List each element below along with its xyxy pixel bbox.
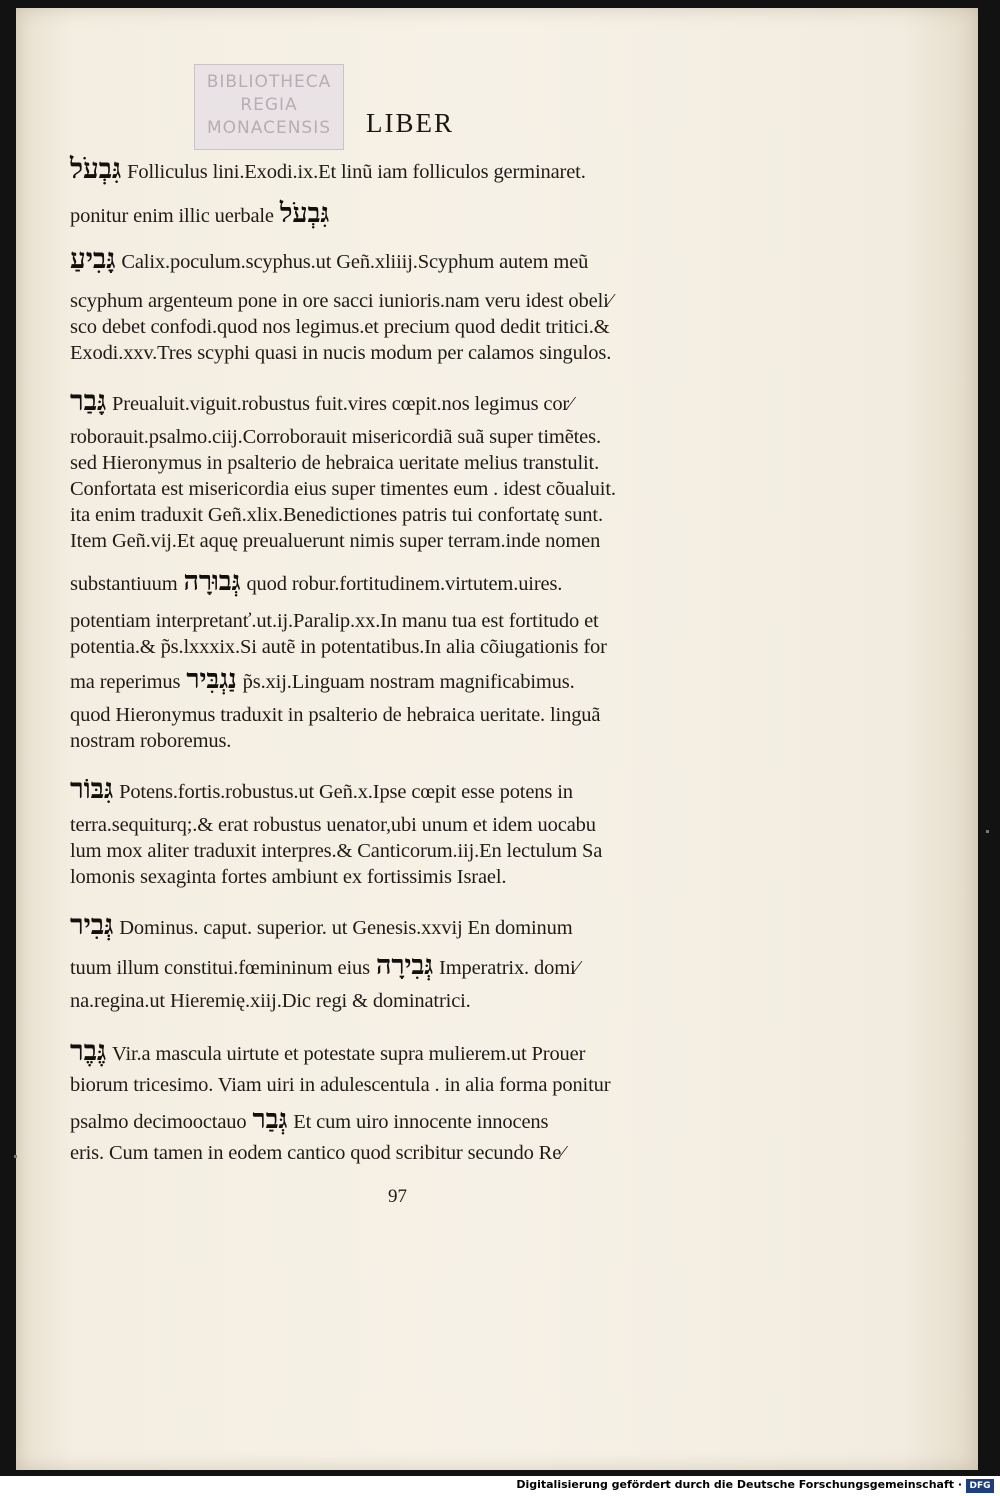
text-line xyxy=(70,1142,564,1165)
latin-text: ita enim traduxit Geñ.xlix.Benedictiones patris tui confortatę sunt. xyxy=(70,504,603,526)
text-line xyxy=(70,1104,548,1135)
text-line xyxy=(70,530,600,553)
text-line xyxy=(70,566,562,597)
page-number: 97 xyxy=(388,1186,407,1207)
latin-text: roborauit.psalmo.ciij.Corroborauit misericordiã suã super timẽtes. xyxy=(70,426,601,448)
hebrew-headword: גְּבִיר xyxy=(70,908,114,941)
latin-text: terra.sequiturq;.& erat robustus uenator,ubi unum et idem uocabu xyxy=(70,814,596,836)
text-line xyxy=(70,990,471,1013)
text-line xyxy=(70,504,603,527)
text-line xyxy=(70,840,602,863)
text-line xyxy=(70,704,600,727)
library-stamp xyxy=(194,64,344,150)
latin-text: Potens.fortis.robustus.ut Geñ.x.Ipse cœpit esse potens in xyxy=(119,781,573,803)
latin-text: sco debet confodi.quod nos legimus.et precium quod dedit tritici.& xyxy=(70,316,610,338)
latin-text: p̃s.xij.Linguam nostram magnificabimus. xyxy=(242,671,575,693)
hebrew-inline-word: גְּבִירָה xyxy=(375,950,434,981)
hebrew-headword: גָּבַר xyxy=(70,384,107,417)
latin-text: Vir.a mascula uirtute et potestate supra mulierem.ut Prouer xyxy=(112,1043,586,1065)
latin-text: Preualuit.viguit.robustus fuit.vires cœpit.nos legimus cor⁄ xyxy=(112,393,573,415)
latin-text: Calix.poculum.scyphus.ut Geñ.xliiij.Scyphum autem meũ xyxy=(121,251,589,273)
latin-text: sed Hieronymus in psalterio de hebraica ueritate melius transtulit. xyxy=(70,452,600,474)
hebrew-headword: גֶּבֶר xyxy=(70,1034,107,1067)
latin-text: potentia.& p̃s.lxxxix.Si autẽ in potentatibus.In alia cõiugationis for xyxy=(70,636,607,658)
latin-text: na.regina.ut Hieremię.xiij.Dic regi & dominatrici. xyxy=(70,990,471,1012)
scan-speck xyxy=(14,1155,17,1158)
latin-text: ponitur enim illic uerbale xyxy=(70,205,274,227)
latin-text: Folliculus lini.Exodi.ix.Et linũ iam folliculos germinaret. xyxy=(127,161,586,183)
latin-text: tuum illum constitui.fœmininum eius xyxy=(70,957,370,979)
scan-speck xyxy=(986,830,989,833)
latin-text: potentiam interpretanť.ut.ij.Paralip.xx.In manu tua est fortitudo et xyxy=(70,610,599,632)
text-line xyxy=(70,242,588,276)
text-line xyxy=(70,664,575,695)
text-line xyxy=(70,772,573,806)
latin-text: Imperatrix. domi⁄ xyxy=(439,957,579,979)
latin-text: Dominus. caput. superior. ut Genesis.xxvij En dominum xyxy=(119,917,573,939)
book-page xyxy=(16,8,978,1470)
text-line xyxy=(70,426,601,449)
text-line xyxy=(70,1074,610,1097)
text-line xyxy=(70,316,610,339)
latin-text: lomonis sexaginta fortes ambiunt ex fortissimis Israel. xyxy=(70,866,507,888)
text-line xyxy=(70,384,572,418)
stamp-line-1: BIBLIOTHECA xyxy=(206,72,332,92)
text-line xyxy=(70,1034,585,1068)
latin-text: scyphum argenteum pone in ore sacci iunioris.nam veru idest obeli⁄ xyxy=(70,290,612,312)
stamp-line-3: MONACENSIS xyxy=(206,118,332,138)
stamp-line-2: REGIA xyxy=(240,95,298,115)
latin-text: psalmo decimooctauo xyxy=(70,1111,247,1133)
hebrew-headword: גִּבּוֹר xyxy=(70,772,114,805)
latin-text: Exodi.xxv.Tres scyphi quasi in nucis modum per calamos singulos. xyxy=(70,342,612,364)
text-line xyxy=(70,342,611,365)
hebrew-headword: גִּבְעֹל xyxy=(70,152,122,185)
text-line xyxy=(70,730,231,753)
hebrew-inline-word: גְּבוּרָה xyxy=(183,566,241,597)
text-line xyxy=(70,814,596,837)
latin-text: Et cum uiro innocente innocens xyxy=(293,1111,549,1133)
text-line xyxy=(70,610,599,633)
latin-text: quod robur.fortitudinem.virtutem.uires. xyxy=(246,573,563,595)
latin-text: substantiuum xyxy=(70,573,178,595)
running-head: LIBER xyxy=(366,108,454,138)
latin-text: Confortata est misericordia eius super timentes eum . idest cõualuit. xyxy=(70,478,616,500)
text-line xyxy=(70,198,335,229)
latin-text: eris. Cum tamen in eodem cantico quod scribitur secundo Re⁄ xyxy=(70,1142,565,1164)
text-line xyxy=(70,152,586,186)
text-line xyxy=(70,866,506,889)
dfg-logo-icon: DFG xyxy=(966,1479,994,1493)
text-line xyxy=(70,290,612,313)
text-line xyxy=(70,908,573,942)
hebrew-headword: גָּבִיעַ xyxy=(70,242,116,275)
latin-text: Item Geñ.vij.Et aquę preualuerunt nimis super terram.inde nomen xyxy=(70,530,601,552)
latin-text: lum mox aliter traduxit interpres.& Canticorum.iij.En lectulum Sa xyxy=(70,840,603,862)
latin-text: ma reperimus xyxy=(70,671,181,693)
hebrew-inline-word: נַגְבִּיר xyxy=(186,664,237,695)
text-line xyxy=(70,478,616,501)
hebrew-inline-word: גְּבַר xyxy=(252,1104,288,1135)
hebrew-inline-word: גִּבְעֹל xyxy=(279,198,330,229)
text-line xyxy=(70,950,579,981)
text-line xyxy=(70,452,599,475)
footer-credit: Digitalisierung gefördert durch die Deutsche Forschungsgemeinschaft · xyxy=(516,1478,962,1491)
latin-text: quod Hieronymus traduxit in psalterio de hebraica ueritate. linguã xyxy=(70,704,601,726)
latin-text: biorum tricesimo. Viam uiri in adulescentula . in alia forma ponitur xyxy=(70,1074,611,1096)
footer-bar xyxy=(0,1476,1000,1496)
text-line xyxy=(70,636,607,659)
latin-text: nostram roboremus. xyxy=(70,730,232,752)
